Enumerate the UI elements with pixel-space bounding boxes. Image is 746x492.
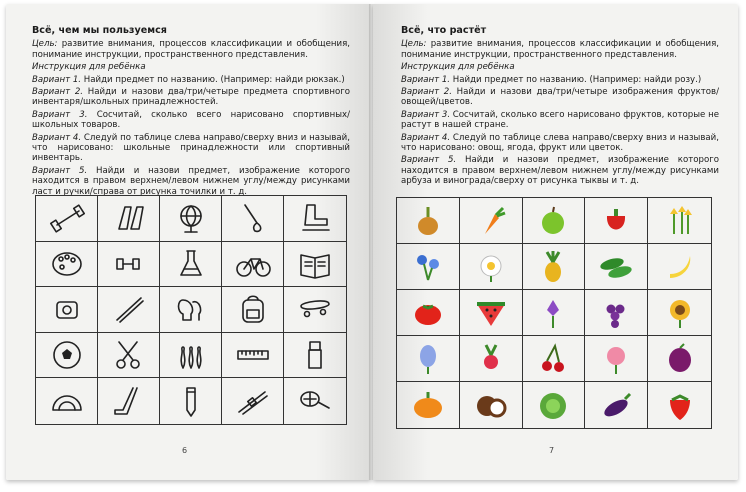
plum-icon bbox=[662, 342, 698, 376]
paint-palette-icon bbox=[49, 247, 85, 281]
pumpkin-icon bbox=[410, 388, 446, 422]
page-number-right: 7 bbox=[549, 446, 555, 455]
sunflower-icon bbox=[662, 296, 698, 330]
variant-label: Вариант 1. bbox=[401, 74, 451, 85]
grid-cell bbox=[397, 244, 460, 290]
left-variant-3 bbox=[32, 110, 350, 131]
pen-icon bbox=[111, 292, 147, 326]
dumbbell-barbell-icon bbox=[49, 201, 85, 235]
onion-icon bbox=[410, 204, 446, 238]
grid-cell bbox=[460, 198, 523, 244]
globe-icon bbox=[173, 201, 209, 235]
goal-label: Цель: bbox=[32, 39, 58, 50]
glue-stick-icon bbox=[297, 338, 333, 372]
open-book-spread bbox=[6, 4, 740, 484]
grid-cell bbox=[160, 287, 222, 333]
cabbage-icon bbox=[535, 388, 571, 422]
skateboard-icon bbox=[297, 292, 333, 326]
coconut-icon bbox=[473, 388, 509, 422]
variant-text: Сосчитай, сколько всего нарисовано фруктов, которые не растут в нашей стране. bbox=[401, 109, 719, 131]
variant-label: Вариант 2. bbox=[32, 87, 84, 98]
plants-grid bbox=[396, 197, 712, 429]
variant-text: Найди предмет по названию. (Например: найди розу.) bbox=[450, 74, 702, 85]
boxing-gloves-icon bbox=[173, 292, 209, 326]
variant-text: Следуй по таблице слева направо/сверху вниз и называй, что нарисовано: овощ, ягода, фрукт или цветок. bbox=[401, 132, 719, 154]
variant-text: Найди предмет по названию. (Например: найди рюкзак.) bbox=[81, 74, 345, 85]
variant-label: Вариант 4. bbox=[32, 132, 82, 143]
grid-cell bbox=[160, 196, 222, 242]
right-instruction: Инструкция для ребёнка bbox=[401, 62, 515, 73]
cherries-icon bbox=[535, 342, 571, 376]
grid-cell bbox=[98, 242, 160, 288]
banana-icon bbox=[662, 250, 698, 284]
grid-cell bbox=[523, 198, 586, 244]
grid-cell bbox=[585, 244, 648, 290]
page-number-left: 6 bbox=[182, 446, 188, 455]
variant-label: Вариант 3. bbox=[32, 109, 88, 120]
pencil-sharpener-icon bbox=[49, 292, 85, 326]
carrot-icon bbox=[473, 204, 509, 238]
grid-cell bbox=[36, 287, 98, 333]
tomato-icon bbox=[410, 296, 446, 330]
grid-cell bbox=[460, 244, 523, 290]
left-page bbox=[6, 4, 371, 480]
variant-label: Вариант 2. bbox=[401, 87, 452, 98]
bluebell-flower-icon bbox=[410, 250, 446, 284]
flask-icon bbox=[173, 247, 209, 281]
goal-text: развитие внимания, процессов классификации и обобщения, понимание инструкции, пространственного представления. bbox=[401, 39, 719, 60]
grid-cell bbox=[160, 378, 222, 424]
grid-cell bbox=[648, 198, 711, 244]
right-variant-5 bbox=[401, 155, 719, 186]
grid-cell bbox=[585, 198, 648, 244]
bowling-pins-icon bbox=[173, 338, 209, 372]
variant-text: Найди и назови два/три/четыре изображения фруктов/овощей/цветов. bbox=[401, 87, 720, 108]
objects-grid bbox=[35, 195, 347, 425]
grid-cell bbox=[284, 242, 346, 288]
grid-cell bbox=[460, 382, 523, 428]
grid-cell bbox=[523, 336, 586, 382]
grid-cell bbox=[222, 287, 284, 333]
grid-cell bbox=[98, 287, 160, 333]
variant-text: Найди и назови предмет, изображение которого находится в правом верхнем/левом нижнем углу/между рисунками ласт и ручки/справа от рисунка точилки и т. д. bbox=[32, 165, 351, 197]
right-page bbox=[373, 4, 738, 480]
variant-label: Вариант 5. bbox=[32, 165, 88, 176]
skis-icon bbox=[235, 384, 271, 418]
variant-text: Найди и назови два/три/четыре предмета спортивного инвентаря/школьных принадлежностей. bbox=[32, 87, 350, 108]
apple-icon bbox=[535, 204, 571, 238]
grid-cell bbox=[36, 378, 98, 424]
grid-cell bbox=[585, 336, 648, 382]
eggplant-icon bbox=[598, 388, 634, 422]
grid-cell bbox=[397, 198, 460, 244]
left-goal bbox=[32, 39, 350, 60]
left-variant-5 bbox=[32, 166, 350, 197]
variant-label: Вариант 3. bbox=[401, 109, 451, 120]
grid-cell bbox=[222, 333, 284, 379]
tulips-icon bbox=[662, 204, 698, 238]
grid-cell bbox=[585, 382, 648, 428]
right-goal bbox=[401, 39, 719, 60]
grid-cell bbox=[98, 333, 160, 379]
soccer-ball-icon bbox=[49, 338, 85, 372]
grid-cell bbox=[222, 378, 284, 424]
grid-cell bbox=[523, 290, 586, 336]
hockey-stick-icon bbox=[111, 384, 147, 418]
right-variant-2 bbox=[401, 87, 719, 108]
grid-cell bbox=[585, 290, 648, 336]
variant-label: Вариант 5. bbox=[401, 155, 457, 166]
grid-cell bbox=[98, 378, 160, 424]
left-page-title: Всё, чем мы пользуемся bbox=[32, 25, 167, 36]
grid-cell bbox=[160, 333, 222, 379]
variant-text: Следуй по таблице слева направо/сверху вниз и называй, что нарисовано: школьные принадлежности или спортивный инвентарь. bbox=[32, 132, 350, 164]
scissors-icon bbox=[111, 338, 147, 372]
rose-icon bbox=[598, 342, 634, 376]
pineapple-icon bbox=[535, 250, 571, 284]
backpack-icon bbox=[235, 292, 271, 326]
grid-cell bbox=[460, 290, 523, 336]
open-book-icon bbox=[297, 247, 333, 281]
right-variant-4 bbox=[401, 133, 719, 154]
protractor-icon bbox=[49, 384, 85, 418]
grid-cell bbox=[397, 290, 460, 336]
left-instruction: Инструкция для ребёнка bbox=[32, 62, 146, 73]
left-variant-1 bbox=[32, 75, 350, 85]
strawberry-icon bbox=[662, 388, 698, 422]
grid-cell bbox=[397, 382, 460, 428]
grid-cell bbox=[222, 242, 284, 288]
watermelon-icon bbox=[473, 296, 509, 330]
cucumbers-icon bbox=[598, 250, 634, 284]
ruler-icon bbox=[235, 338, 271, 372]
grid-cell bbox=[160, 242, 222, 288]
grid-cell bbox=[284, 196, 346, 242]
bell-pepper-icon bbox=[598, 204, 634, 238]
grid-cell bbox=[284, 287, 346, 333]
goal-label: Цель: bbox=[401, 39, 427, 50]
grid-cell bbox=[36, 196, 98, 242]
grid-cell bbox=[98, 196, 160, 242]
grid-cell bbox=[523, 244, 586, 290]
variant-text: Найди и назови предмет, изображение которого находится в правом верхнем/левом нижнем углу/между рисунками арбуза и винограда/сверху от рисунка тыквы и т. д. bbox=[401, 155, 720, 187]
grid-cell bbox=[36, 242, 98, 288]
right-variant-3 bbox=[401, 110, 719, 131]
right-variant-1 bbox=[401, 75, 719, 85]
lilac-icon bbox=[410, 342, 446, 376]
daisy-icon bbox=[473, 250, 509, 284]
radish-icon bbox=[473, 342, 509, 376]
grid-cell bbox=[648, 382, 711, 428]
grid-cell bbox=[648, 244, 711, 290]
grid-cell bbox=[284, 378, 346, 424]
grid-cell bbox=[460, 336, 523, 382]
grid-cell bbox=[284, 333, 346, 379]
grid-cell bbox=[648, 290, 711, 336]
right-page-title: Всё, что растёт bbox=[401, 25, 487, 36]
variant-label: Вариант 1. bbox=[32, 74, 82, 85]
grid-cell bbox=[222, 196, 284, 242]
left-page-text bbox=[32, 26, 350, 199]
grid-cell bbox=[397, 336, 460, 382]
variant-label: Вариант 4. bbox=[401, 132, 451, 143]
grid-cell bbox=[648, 336, 711, 382]
dumbbells-icon bbox=[111, 247, 147, 281]
paintbrush-icon bbox=[235, 201, 271, 235]
right-page-text bbox=[401, 26, 719, 189]
grapes-icon bbox=[598, 296, 634, 330]
bicycle-icon bbox=[235, 247, 271, 281]
goal-text: развитие внимания, процессов классификации и обобщения, понимание инструкции, пространственного представления. bbox=[32, 39, 350, 60]
variant-text: Сосчитай, сколько всего нарисовано спортивных/школьных товаров. bbox=[32, 109, 350, 131]
grid-cell bbox=[36, 333, 98, 379]
left-variant-4 bbox=[32, 133, 350, 164]
grid-cell bbox=[523, 382, 586, 428]
left-variant-2 bbox=[32, 87, 350, 108]
tennis-racket-icon bbox=[297, 384, 333, 418]
flippers-icon bbox=[111, 201, 147, 235]
pencil-icon bbox=[173, 384, 209, 418]
ice-skate-icon bbox=[297, 201, 333, 235]
iris-flower-icon bbox=[535, 296, 571, 330]
